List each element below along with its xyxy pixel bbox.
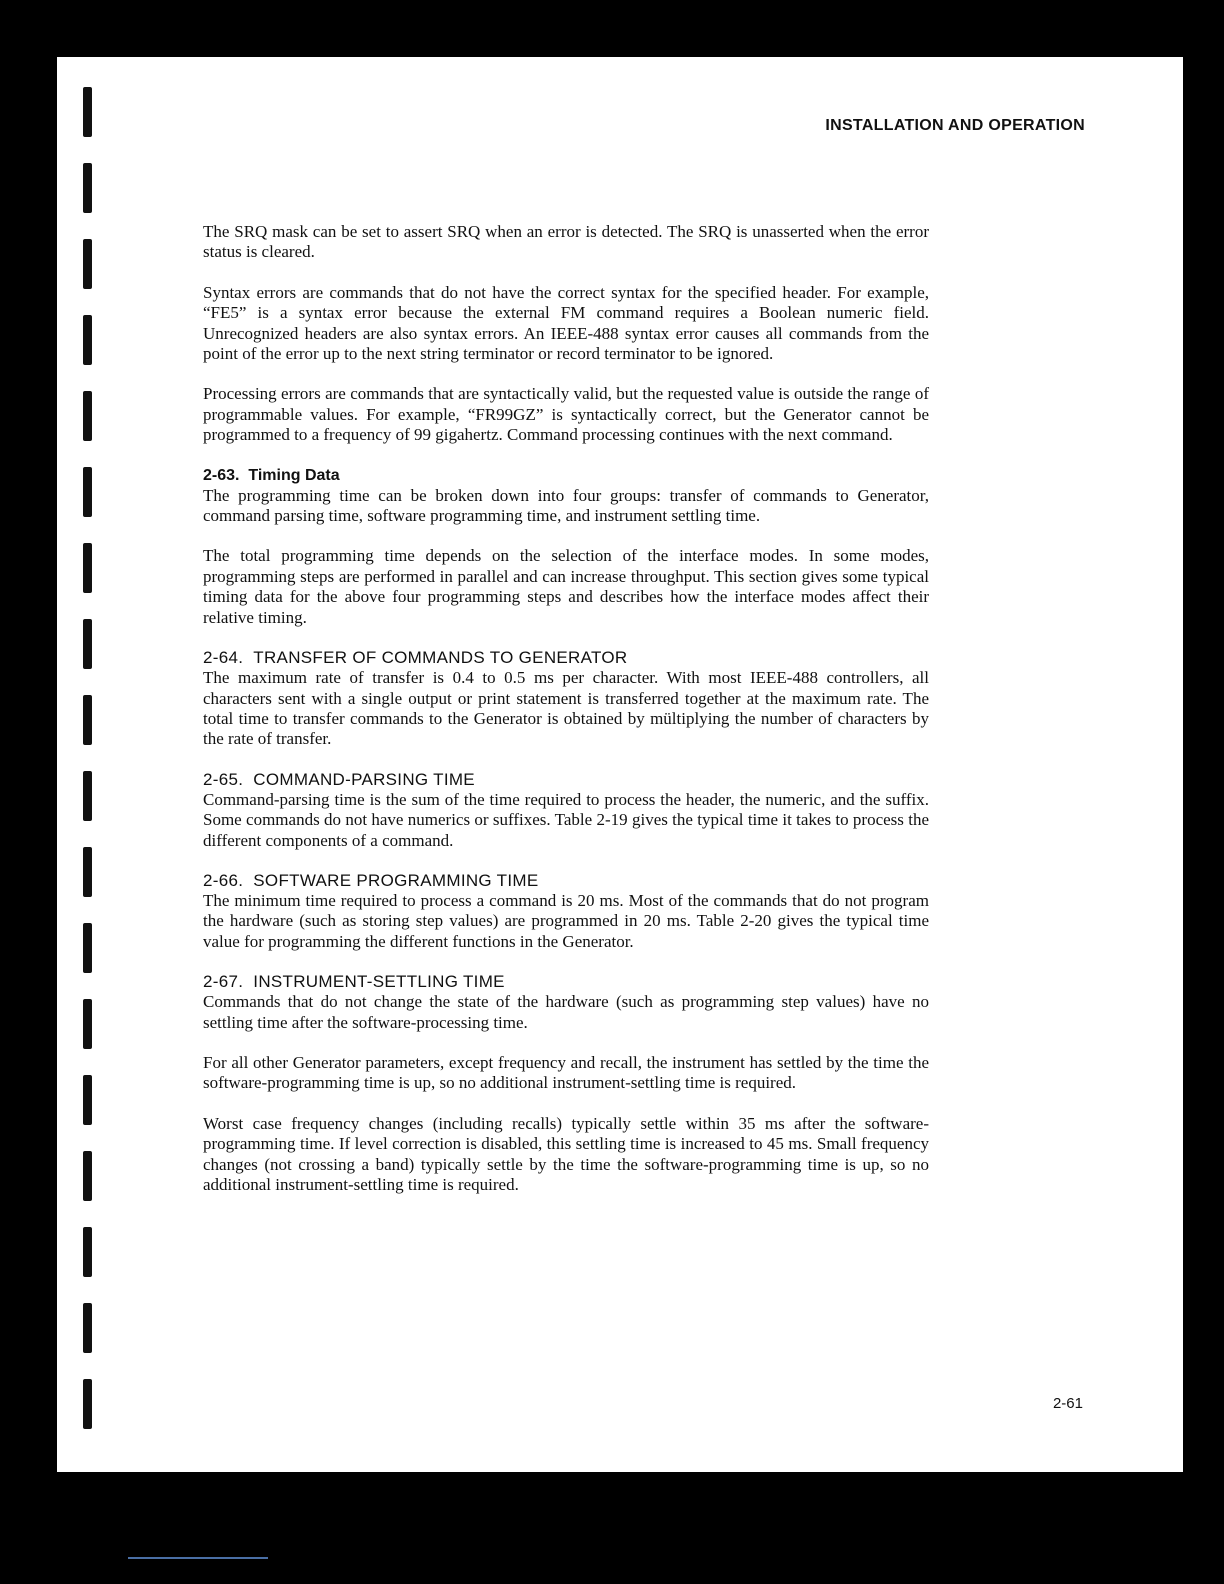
paragraph-other-parameters: For all other Generator parameters, except frequency and recall, the instrument has settled by the time the software-programming time is up, so no additional instrument-settling time is required. [203, 1052, 929, 1093]
running-header: INSTALLATION AND OPERATION [825, 117, 1085, 134]
binding-hole [83, 543, 92, 593]
binding-hole [83, 239, 92, 289]
section-heading-2-63: 2-63. Timing Data [203, 466, 340, 484]
binding-hole [83, 163, 92, 213]
binding-hole [83, 619, 92, 669]
section-heading-2-64: 2-64. TRANSFER OF COMMANDS TO GENERATOR [203, 648, 628, 668]
section-heading-2-67: 2-67. INSTRUMENT-SETTLING TIME [203, 972, 505, 992]
paragraph-processing-errors: Processing errors are commands that are syntactically valid, but the requested value is outside the range of programmable values. For example, “FR99GZ” is syntactically correct, but the Generator cannot be programmed to a frequency of 99 gigahertz. Command processing continues with the next command. [203, 384, 929, 445]
scan-edge-line [128, 1557, 268, 1559]
binding-hole [83, 87, 92, 137]
binding-hole [83, 1151, 92, 1201]
binding-hole [83, 391, 92, 441]
binding-hole [83, 1075, 92, 1125]
binding-hole [83, 999, 92, 1049]
binding-hole [83, 923, 92, 973]
page-number: 2-61 [1052, 1395, 1083, 1412]
binding-hole [83, 847, 92, 897]
paragraph-timing-groups: The programming time can be broken down into four groups: transfer of commands to Generator, command parsing time, software programming time, and instrument settling time. [203, 485, 929, 526]
binding-hole [83, 315, 92, 365]
paragraph-no-settling: Commands that do not change the state of the hardware (such as programming step values) have no settling time after the software-processing time. [203, 992, 929, 1032]
paragraph-syntax-errors: Syntax errors are commands that do not have the correct syntax for the specified header. For example, “FE5” is a syntax error because the external FM command requires a Boolean numeric field. Unrecognized headers are also syntax errors. An IEEE-488 syntax error causes all commands from the point of the error up to the next string terminator or record terminator to be ignored. [203, 282, 929, 364]
paragraph-transfer-rate: The maximum rate of transfer is 0.4 to 0.5 ms per character. With most IEEE-488 controllers, all characters sent with a single output or print statement is transferred together at the maximum rate. The total time to transfer commands to the Generator is obtained by mültiplying the number of characters by the rate of transfer. [203, 668, 929, 749]
binding-hole [83, 1379, 92, 1429]
paragraph-srq-mask: The SRQ mask can be set to assert SRQ when an error is detected. The SRQ is unasserted when the error status is cleared. [203, 222, 929, 262]
body-content [203, 222, 929, 1215]
document-page [57, 57, 1183, 1472]
section-heading-2-66: 2-66. SOFTWARE PROGRAMMING TIME [203, 870, 539, 890]
binding-hole [83, 1303, 92, 1353]
binding-hole [83, 695, 92, 745]
paragraph-total-programming-time: The total programming time depends on the selection of the interface modes. In some modes, programming steps are performed in parallel and can increase throughput. This section gives some typical timing data for the above four programming steps and describes how the interface modes affect their relative timing. [203, 546, 929, 627]
paragraph-worst-case-frequency: Worst case frequency changes (including recalls) typically settle within 35 ms after the software-programming time. If level correction is disabled, this settling time is increased to 45 ms. Small frequency changes (not crossing a band) typically settle by the time the software-programming time is up, so no additional instrument-settling time is required. [203, 1113, 929, 1194]
paragraph-command-parsing: Command-parsing time is the sum of the time required to process the header, the numeric, and the suffix. Some commands do not have numerics or suffixes. Table 2-19 gives the typical time it takes to process the different components of a command. [203, 789, 929, 850]
paragraph-software-programming: The minimum time required to process a command is 20 ms. Most of the commands that do not program the hardware (such as storing step values) are programmed in 20 ms. Table 2-20 gives the typical time value for programming the different functions in the Generator. [203, 890, 929, 951]
section-heading-2-65: 2-65. COMMAND-PARSING TIME [203, 769, 475, 789]
binding-holes [83, 87, 93, 1457]
binding-hole [83, 1227, 92, 1277]
binding-hole [83, 467, 92, 517]
binding-hole [83, 771, 92, 821]
